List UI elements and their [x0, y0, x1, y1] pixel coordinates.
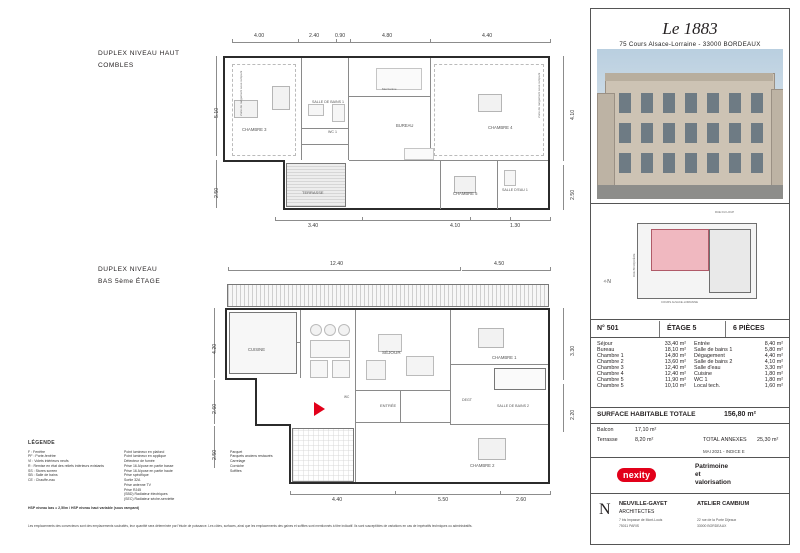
legend-col1-4: SS : Stores screen: [28, 468, 58, 473]
upper-dim-bottom-2: 1.30: [510, 223, 521, 229]
legend-col3-0: Parquet: [230, 449, 243, 454]
legend-col3-4: Soffites: [230, 468, 242, 473]
lower-dim-top-1: 4.50: [494, 261, 505, 267]
upper-dim-left-0: 5.10: [214, 107, 220, 118]
upper-dim-top-3: 4.80: [382, 33, 393, 39]
upper-dim-bottom-0: 3.40: [308, 223, 319, 229]
room-name: Séjour: [597, 341, 613, 347]
room-area: 4,10 m²: [764, 359, 783, 365]
room-area: 10,10 m²: [664, 383, 686, 389]
site-map-street-bottom: COURS ALSACE-LORRAINE: [661, 300, 698, 304]
annexes-label: TOTAL ANNEXES: [703, 437, 747, 443]
room-area: 4,40 m²: [764, 353, 783, 359]
total-value: 156,80 m²: [724, 411, 756, 418]
lower-room-entree-label: ENTRÉE: [380, 403, 397, 408]
lower-room-chambre2-label: CHAMBRE 2: [470, 463, 495, 468]
annexe-1-room: Terrasse: [597, 437, 618, 443]
lower-dim-right-1: 2.20: [570, 409, 576, 420]
legend-col3-2: Carrelage: [230, 459, 246, 464]
room-name: Chambre 3: [597, 365, 624, 371]
title-card: [590, 8, 790, 545]
room-name: Dégagement: [694, 353, 725, 359]
site-map-street-top: RUE DU LOUP: [715, 210, 735, 214]
legend-col2-7: Prise antenne TV: [124, 482, 151, 487]
building-photo: [597, 49, 783, 199]
legend-col2-8: Prise RJ45: [124, 487, 142, 492]
legend-note: HSP niveau bas = 2,50m / HSP niveau haut variable (sous rampant): [28, 505, 140, 510]
project-title: Le 1883: [662, 19, 718, 38]
lower-dim-left-2: 2.50: [212, 449, 218, 460]
unit-number: N° 501: [597, 325, 619, 332]
site-map: [597, 205, 783, 317]
lower-dim-bottom-2: 2.60: [516, 497, 527, 503]
lower-dim-left-1: 2.60: [212, 403, 218, 414]
compass-icon: ✧N: [603, 279, 611, 285]
surfaces-table-left: [595, 341, 688, 389]
lower-balcony: [227, 284, 549, 307]
room-name: Cuisine: [694, 371, 712, 377]
lower-plan-title-line1: DUPLEX NIVEAU: [98, 266, 158, 273]
room-area: 12,40 m²: [664, 365, 686, 371]
legend-col1-0: F : Fenêtre: [28, 449, 46, 454]
table-row: [595, 383, 688, 389]
room-name: Chambre 1: [597, 353, 624, 359]
upper-room-terrasse-label: TERRASSE: [302, 190, 324, 195]
table-row: [692, 383, 785, 389]
architect2-addr1: 22 rue de la Porte Dijeaux: [697, 518, 737, 522]
room-name: Salle d'eau: [694, 365, 721, 371]
upper-room-chambre3-label: CHAMBRE 3: [242, 127, 267, 132]
lower-room-chambre1-label: CHAMBRE 1: [492, 355, 517, 360]
legend-col2-5: Prise spécifique: [124, 473, 149, 478]
upper-room-salledeau1-label: SALLE D'EAU 1: [502, 188, 528, 192]
lower-dim-top-0: 12.40: [330, 261, 343, 267]
legend-col1-5: SB : Salle de bains: [28, 473, 58, 478]
room-name: Chambre 5: [597, 383, 624, 389]
annexe-0-room: Balcon: [597, 427, 614, 433]
unit-floor: ÉTAGE 5: [667, 325, 697, 332]
annexes-total: 25,30 m²: [757, 437, 779, 443]
upper-dim-right-0: 4.10: [570, 109, 576, 120]
lower-room-degt-label: DEGT: [462, 398, 472, 402]
legend-col2-3: Prise 16 A/pose en partie basse: [124, 463, 174, 468]
legend-col1-3: R : Remise en état des reliefs intérieurs existants: [28, 463, 105, 468]
lower-dim-bottom-0: 4.40: [332, 497, 343, 503]
architect1-monogram-icon: N: [599, 501, 611, 518]
upper-dim-bottom-1: 4.10: [450, 223, 461, 229]
room-name: Local tech.: [694, 383, 721, 389]
legend-col3-3: Corniche: [230, 463, 245, 468]
legend: [28, 440, 298, 510]
lower-room-cuisine: [229, 312, 297, 374]
room-area: 12,40 m²: [664, 371, 686, 377]
upper-dim-left-1: 2.50: [214, 187, 220, 198]
annexe-0-value: 17,10 m²: [635, 427, 657, 433]
lower-room-cuisine-label: CUISINE: [248, 347, 265, 352]
room-name: Chambre 5: [597, 377, 624, 383]
room-area: 1,80 m²: [764, 371, 783, 377]
legend-col2-2: Détecteur de fumée: [124, 459, 155, 464]
upper-dim-right-1: 2.50: [570, 189, 576, 200]
legend-col2-6: Sortie 32A: [124, 478, 141, 483]
upper-dim-top-line: [232, 42, 550, 43]
architect1-sub: ARCHITECTES: [619, 509, 655, 515]
legend-col1-2: VI : Volets intérieurs neufs: [28, 459, 69, 464]
surfaces-table-right: [692, 341, 785, 389]
room-area: 1,60 m²: [764, 383, 783, 389]
room-area: 33,40 m²: [664, 341, 686, 347]
room-name: Bureau: [597, 347, 615, 353]
nexity-logo: nexity: [617, 468, 656, 482]
unit-pieces: 6 PIÈCES: [733, 325, 765, 332]
legend-col2-10: (SEC) Radiateur sèche-serviette: [124, 496, 175, 501]
room-area: 5,80 m²: [764, 347, 783, 353]
lower-dim-bottom-1: 5.50: [438, 497, 449, 503]
architect1-addr1: 7 bis Impasse de Mont-Louis: [619, 518, 663, 522]
upper-room-chambre4-label: CHAMBRE 4: [488, 125, 513, 130]
legend-col2-1: Point lumineux en applique: [124, 454, 167, 459]
upper-room-bureau-label: BUREAU: [396, 123, 414, 128]
lower-dim-right-0: 3.30: [570, 345, 576, 356]
architect1-addr2: 75011 PARIS: [619, 524, 640, 528]
room-area: 3,30 m²: [764, 365, 783, 371]
legend-title: LÉGENDE: [28, 440, 55, 446]
legend-col2-4: Prise 16 A/pose en partie haute: [124, 468, 173, 473]
legend-col3-1: Parquets anciens restaurés: [230, 454, 273, 459]
upper-plan-title-line1: DUPLEX NIVEAU HAUT: [98, 50, 180, 57]
upper-dim-top-1: 2.40: [309, 33, 320, 39]
site-map-highlight: [651, 229, 709, 271]
lower-room-sdb2-label: SALLE DE BAINS 2: [497, 404, 529, 408]
room-area: 14,80 m²: [664, 353, 686, 359]
upper-dim-top-0: 4.00: [254, 33, 265, 39]
room-area: 1,80 m²: [764, 377, 783, 383]
room-area: 8,40 m²: [764, 341, 783, 347]
date-line: MAI 2021 - INDICE E: [703, 449, 745, 454]
room-name: Entrée: [694, 341, 710, 347]
upper-room-sdb1-label: SALLE DE BAINS 1: [312, 100, 344, 104]
room-name: Salle de bains 1: [694, 347, 733, 353]
legend-col2-0: Point lumineux en plafond: [124, 449, 165, 454]
upper-room-wc1-label: WC 1: [328, 130, 337, 134]
lower-dim-left-0: 4.20: [212, 343, 218, 354]
upper-plan-title-line2: COMBLES: [98, 62, 134, 69]
site-map-street-left: RUE BOUQUIÈRE: [632, 253, 636, 277]
architect2-addr2: 33000 BORDEAUX: [697, 524, 727, 528]
legend-col1-1: PF : Porte-fenêtre: [28, 454, 56, 459]
lower-plan-title-line2: BAS 5ème ÉTAGE: [98, 278, 161, 285]
total-label: SURFACE HABITABLE TOTALE: [597, 411, 696, 418]
room-name: Chambre 2: [597, 359, 624, 365]
upper-dim-top-4: 4.40: [482, 33, 493, 39]
brand-sub-line3: valorisation: [695, 479, 731, 486]
lower-terrace-grid: [292, 428, 354, 482]
brand-sub-line1: Patrimoine: [695, 463, 729, 470]
legend-col1-6: CE : Chauffe-eau: [28, 478, 55, 483]
architect2-name: ATELIER CAMBIUM: [697, 501, 750, 507]
architect1-name: NEUVILLE-GAYET: [619, 501, 668, 507]
entry-arrow-icon: [314, 402, 325, 416]
room-area: 11,90 m²: [665, 377, 686, 383]
lower-room-sejour-label: SÉJOUR: [382, 350, 401, 355]
room-name: Chambre 4: [597, 371, 624, 377]
upper-dim-top-2: 0.90: [335, 33, 346, 39]
room-area: 18,10 m²: [664, 347, 686, 353]
project-address: 75 Cours Alsace-Lorraine - 33000 BORDEAUX: [619, 41, 761, 48]
room-area: 13,60 m²: [664, 359, 686, 365]
room-name: WC 1: [694, 377, 708, 383]
footnote: Les emplacements des convecteurs sont des emplacements souhaités, leur quantité sera déterminée par l'étude de puissance. Les côtes, surfaces, ainsi que les emplacements des gaines et soffites sont mentionnés à titre indicatif. Ils sont susceptibles de variations en cas de impératifs techniques ou administratifs.: [28, 524, 473, 528]
plans-area: DUPLEX NIVEAU HAUT COMBLES 4.00 2.40 0.90 4.80 4.40 5.10 2.50 4.10 2.50 3.40 4.10 1.30 TERRASSE CHAMBRE 3 SALLE DE BAINS 1 WC 1 BUREAU CHAMBRE 4 CHAMBRE 5 SALLE D'EAU 1 Zone de rangement sous rampant Zone de rangement sous rampant Mezzanine DUPLEX NIVEAU BAS 5ème ÉTAGE 12.40 4.50 4.20 2.60 2.50 3.30 2.20 4.40 5.50 2.60 CUISINE SÉJOUR CHAMBRE 1 SALLE DE BAINS 2 ENTRÉE DEGT WC CHAMBRE 2 LÉGENDE F : Fenêtre PF : Porte-fenêtre VI : Volets intérieurs neufs R : Remise en état des reliefs intérieurs existants SS : Stores screen SB : Salle de bains CE : Chauffe-eau Point lumineux en plafond Point lumineux en applique Détecteur de fumée Prise 16 A/pose en partie basse Prise 16 A/pose en partie haute Prise spécifique Sortie 32A Prise antenne TV Prise RJ45 (SBD) Radiateur électriques (SEC) Radiateur sèche-serviette Parquet Parquets anciens restaurés Carrelage Corniche Soffites HSP niveau bas = 2,50m / HSP niveau haut variable (sous rampant) Les emplacements des convecteurs sont des emplacements souhaités, leur quantité sera déterminée par l'étude de puissance. Les côtes, surfaces, ainsi que les emplacements des gaines et soffites sont mentionnés à titre indicatif. Ils sont susceptibles de variations en cas de impératifs techniques ou administratifs.: [10, 8, 585, 545]
annexe-1-value: 8,20 m²: [635, 437, 654, 443]
brand-sub-line2: et: [695, 471, 701, 478]
room-name: Salle de bains 2: [694, 359, 733, 365]
upper-room-terrasse: [286, 163, 346, 207]
upper-room-chambre5-label: CHAMBRE 5: [453, 191, 478, 196]
legend-col2-9: (SBD) Radiateur électriques: [124, 492, 168, 497]
lower-room-wc-label: WC: [344, 395, 350, 399]
